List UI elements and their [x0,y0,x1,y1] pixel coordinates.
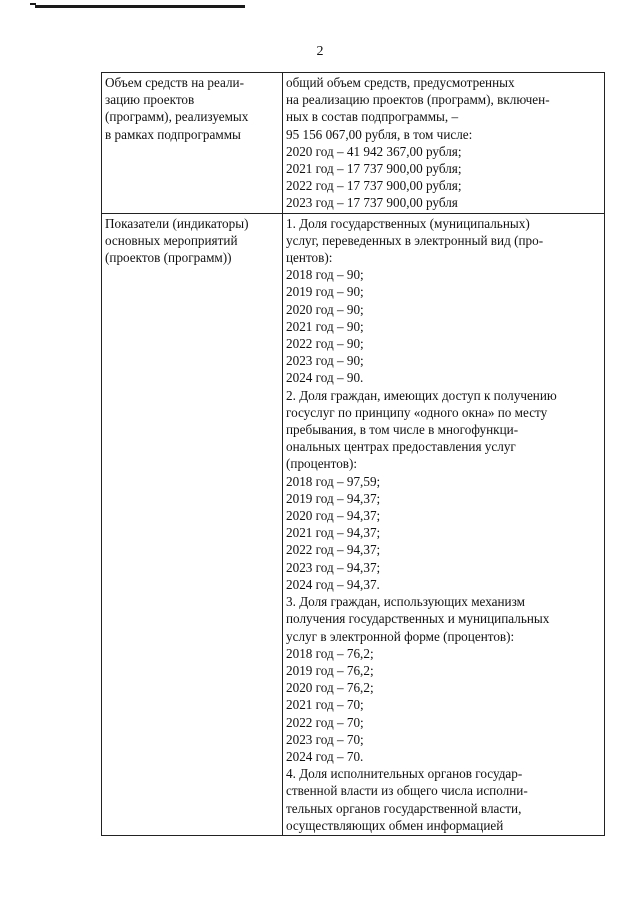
content-line: 2019 год – 76,2; [286,662,374,678]
content-line: пребывания, в том числе в многофункци- [286,422,519,438]
content-line: 2021 год – 94,37; [286,525,381,541]
content-line: тельных органов государственной власти, [286,800,522,816]
content-line: 2022 год – 90; [286,336,364,352]
content-line: 2019 год – 90; [286,284,364,300]
content-line: 95 156 067,00 рубля, в том числе: [286,126,473,142]
content-line: 2018 год – 76,2; [286,645,374,661]
content-line: общий объем средств, предусмотренных [286,75,515,90]
label-line: в рамках подпрограммы [105,126,241,142]
label-line: основных мероприятий [105,232,238,248]
content-line: на реализацию проектов (программ), включен- [286,92,550,108]
content-line: 2018 год – 97,59; [286,473,381,489]
content-line: (процентов): [286,456,358,472]
content-line: 2024 год – 94,37. [286,576,380,592]
label-line: (программ), реализуемых [105,109,249,125]
content-line: 2020 год – 41 942 367,00 рубля; [286,143,462,159]
header-rule [35,5,245,8]
content-line: ственной власти из общего числа исполни- [286,783,528,799]
label-line: Показатели (индикаторы) [105,215,249,231]
content-line: ональных центрах предоставления услуг [286,439,516,455]
content-line: 2020 год – 94,37; [286,508,381,524]
content-line: 2023 год – 94,37; [286,559,381,575]
content-line: 2022 год – 94,37; [286,542,381,558]
row-label-cell [102,73,283,214]
content-line: 2020 год – 90; [286,301,364,317]
row-label-cell [102,213,283,835]
content-line: 2018 год – 90; [286,267,364,283]
content-line: 2019 год – 94,37; [286,490,381,506]
label-line: Объем средств на реали- [105,75,245,90]
row-content-cell [283,73,605,214]
content-line: 2. Доля граждан, имеющих доступ к получению [286,387,557,403]
content-line: 2021 год – 17 737 900,00 рубля; [286,161,462,177]
content-line: 2024 год – 70. [286,748,364,764]
content-line: 2023 год – 17 737 900,00 рубля [286,195,458,211]
content-line: 2024 год – 90. [286,370,364,386]
content-line: 2020 год – 76,2; [286,680,374,696]
content-line: услуг, переведенных в электронный вид (про- [286,232,544,248]
content-line: услуг в электронной форме (процентов): [286,628,515,644]
content-line: 4. Доля исполнительных органов государ- [286,766,523,782]
content-line: госуслуг по принципу «одного окна» по месту [286,404,548,420]
content-line: 3. Доля граждан, использующих механизм [286,594,525,610]
content-line: 2022 год – 17 737 900,00 рубля; [286,178,462,194]
content-line: 2023 год – 70; [286,731,364,747]
page-number: 2 [316,44,324,59]
content-line: 2023 год – 90; [286,353,364,369]
content-line: центов): [286,250,333,266]
content-line: ных в состав подпрограммы, – [286,109,459,125]
table-row [102,213,605,835]
content-line: 2022 год – 70; [286,714,364,730]
content-line: получения государственных и муниципальных [286,611,550,627]
table-row [102,73,605,214]
content-line: 2021 год – 90; [286,318,364,334]
passport-table [101,72,605,836]
label-line: (проектов (программ)) [105,250,232,266]
label-line: зацию проектов [105,92,195,108]
content-line: 2021 год – 70; [286,697,364,713]
content-line: 1. Доля государственных (муниципальных) [286,215,530,231]
content-line: осуществляющих обмен информацией [286,817,504,833]
row-content-cell [283,213,605,835]
